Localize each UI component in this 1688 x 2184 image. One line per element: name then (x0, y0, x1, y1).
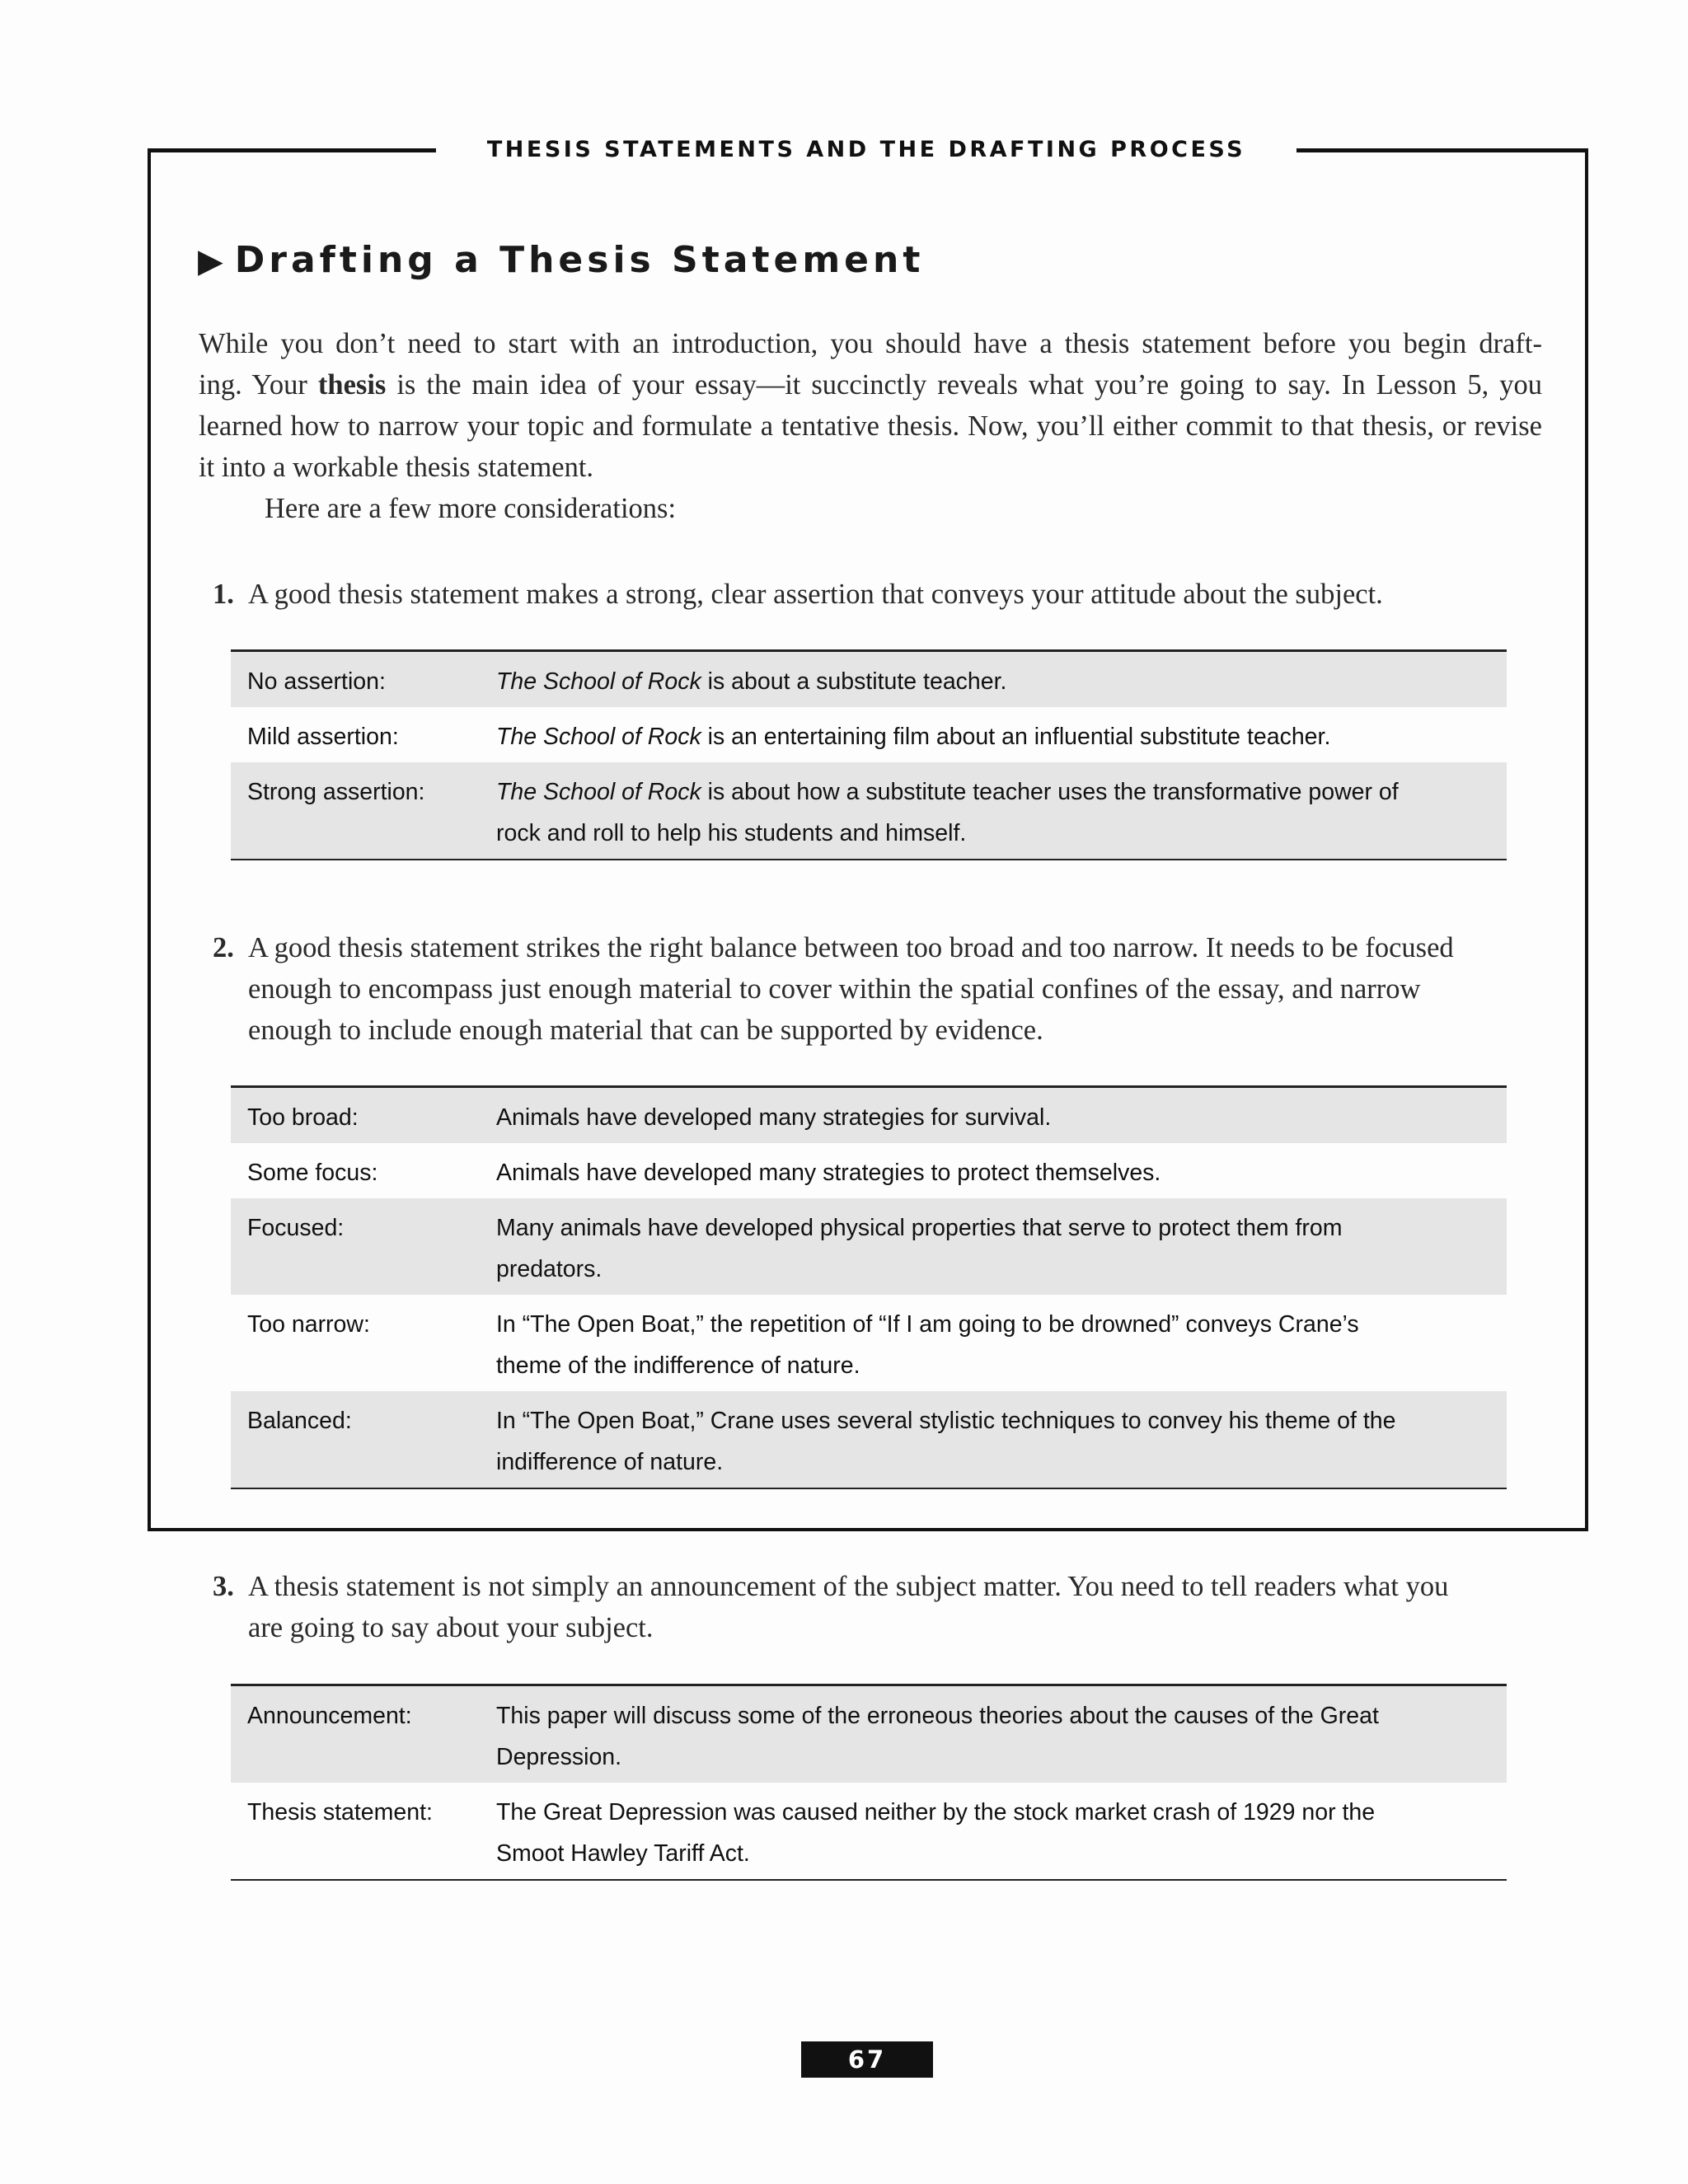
example-text: In “The Open Boat,” the repetition of “If I am going to be drowned” conveys Crane’s (496, 1311, 1359, 1338)
item-number: 2. (213, 932, 234, 963)
intro-line: it into a workable thesis statement. (199, 452, 594, 483)
table-row (231, 762, 1507, 859)
section-title-text: Drafting a Thesis Statement (234, 239, 925, 281)
table-row (231, 1088, 1507, 1143)
page-number: 67 (801, 2041, 933, 2078)
item-text: A thesis statement is not simply an announcement of the subject matter. You need to tell readers what you (248, 1571, 1449, 1602)
film-title: The School of Rock (496, 668, 701, 695)
intro-line: learned how to narrow your topic and formulate a tentative thesis. Now, you’ll either commit to that thesis, or revise (199, 410, 1542, 442)
example-text: In “The Open Boat,” Crane uses several stylistic techniques to convey his theme of the (496, 1408, 1396, 1434)
item-number: 1. (213, 579, 234, 610)
table-row (231, 1783, 1507, 1879)
row-label: Strong assertion: (247, 779, 425, 805)
table-row (231, 1198, 1507, 1295)
examples-table-2 (231, 1085, 1507, 1489)
intro-text: ing. Your (199, 369, 318, 401)
table-row (231, 1143, 1507, 1198)
example-text: Depression. (496, 1744, 622, 1770)
example-text: indifference of nature. (496, 1449, 724, 1475)
row-label: Focused: (247, 1215, 345, 1241)
intro-text: is the main idea of your essay—it succinctly reveals what you’re going to say. In Lesson 5, you (386, 369, 1542, 401)
example-text: theme of the indifference of nature. (496, 1352, 860, 1379)
row-label: Balanced: (247, 1408, 352, 1434)
example-text: The Great Depression was caused neither by the stock market crash of 1929 nor the (496, 1799, 1376, 1825)
thesis-term: thesis (317, 369, 387, 401)
section-title (198, 239, 924, 281)
example-text: Animals have developed many strategies for survival. (496, 1104, 1052, 1131)
table-row (231, 707, 1507, 762)
table-row (231, 652, 1507, 707)
row-label: No assertion: (247, 668, 386, 695)
example-text: Smoot Hawley Tariff Act. (496, 1840, 750, 1867)
example-text: is about a substitute teacher. (701, 668, 1007, 695)
example-text: is an entertaining film about an influential substitute teacher. (701, 724, 1331, 750)
item-text: enough to encompass just enough material to cover within the spatial confines of the essay, and narrow (248, 973, 1421, 1005)
intro-line: Here are a few more considerations: (265, 493, 677, 524)
row-label: Too broad: (247, 1104, 359, 1131)
example-text: This paper will discuss some of the erroneous theories about the causes of the Great (496, 1703, 1379, 1729)
item-text: enough to include enough material that can be supported by evidence. (248, 1015, 1043, 1046)
row-label: Mild assertion: (247, 724, 399, 750)
table-row (231, 1391, 1507, 1488)
intro-line: While you don’t need to start with an introduction, you should have a thesis statement before you begin draft- (199, 328, 1542, 359)
intro-paragraph (199, 323, 1542, 529)
intro-line (199, 364, 1542, 405)
examples-table-3 (231, 1684, 1507, 1881)
example-text: rock and roll to help his students and himself. (496, 820, 967, 846)
film-title: The School of Rock (496, 724, 701, 750)
table-row (231, 1295, 1507, 1391)
row-label: Thesis statement: (247, 1799, 433, 1825)
item-text: A good thesis statement makes a strong, clear assertion that conveys your attitude about the subject. (248, 579, 1383, 610)
example-text: Many animals have developed physical properties that serve to protect them from (496, 1215, 1343, 1241)
example-text: predators. (496, 1256, 603, 1282)
item-text: A good thesis statement strikes the right balance between too broad and too narrow. It needs to be focused (248, 932, 1454, 963)
item-number: 3. (213, 1571, 234, 1602)
example-text: Animals have developed many strategies to protect themselves. (496, 1160, 1161, 1186)
table-row (231, 1686, 1507, 1783)
film-title: The School of Rock (496, 779, 701, 805)
running-head: THESIS STATEMENTS AND THE DRAFTING PROCESS (486, 137, 1246, 162)
right-triangle-icon: ▶ (198, 242, 223, 280)
row-label: Too narrow: (247, 1311, 370, 1338)
row-label: Some focus: (247, 1160, 378, 1186)
example-text: is about how a substitute teacher uses the transformative power of (701, 779, 1399, 805)
row-label: Announcement: (247, 1703, 412, 1729)
item-text: are going to say about your subject. (248, 1612, 654, 1643)
examples-table-1 (231, 649, 1507, 860)
